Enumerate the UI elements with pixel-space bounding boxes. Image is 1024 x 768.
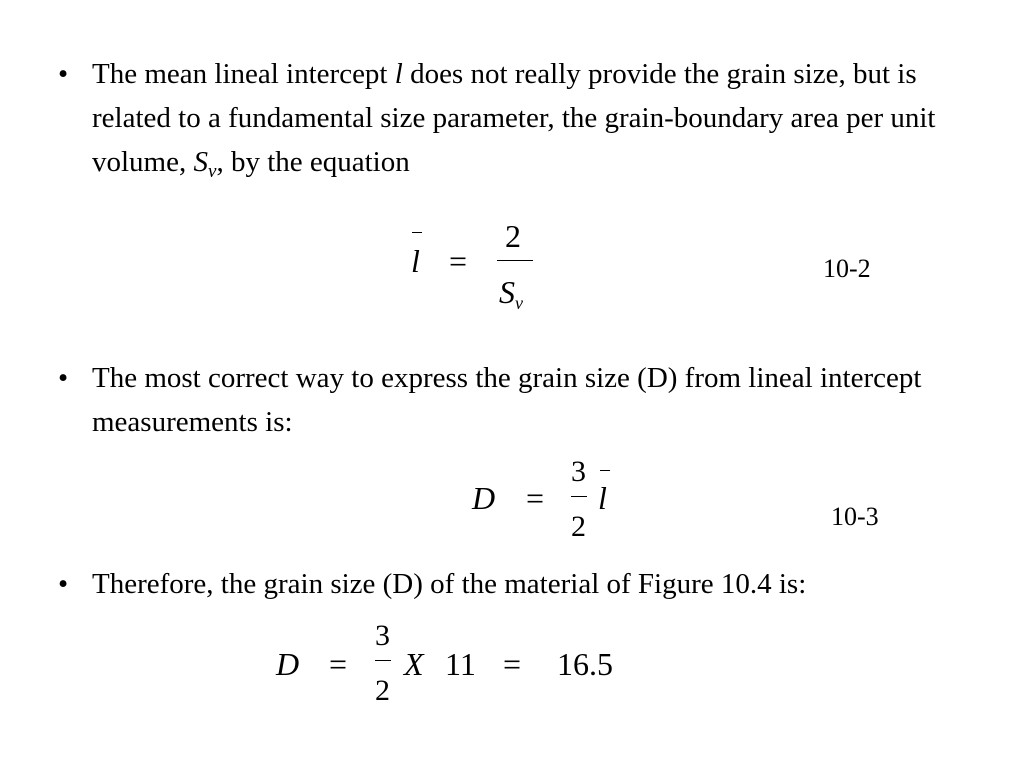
bullet-1-part-2: does not really provide the grain size, but is related to a fundamental size parameter, the grain-boundary area per unit volume, bbox=[92, 58, 936, 178]
eq1-numerator: 2 bbox=[505, 218, 521, 254]
bullet-text-1 bbox=[92, 52, 992, 194]
bullet-text-2: The most correct way to express the grain size (D) from lineal intercept measurements is: bbox=[92, 362, 922, 438]
bullet-1-var-l: l bbox=[394, 58, 403, 90]
eq1-fraction-line bbox=[497, 260, 533, 261]
eq2-numerator: 3 bbox=[571, 455, 586, 488]
eq1-equals: = bbox=[449, 243, 468, 279]
bullet-1-var-s-sub: v bbox=[208, 161, 217, 182]
eq2-equals: = bbox=[526, 480, 545, 516]
eq3-times: X bbox=[404, 646, 424, 682]
equation-number-10-2: 10-2 bbox=[823, 254, 871, 283]
eq3-value: 11 bbox=[445, 646, 476, 682]
eq1-lhs: l bbox=[411, 243, 420, 279]
equation-number-10-3: 10-3 bbox=[831, 502, 879, 531]
eq2-fraction-line bbox=[571, 496, 587, 497]
eq2-var: l bbox=[598, 480, 607, 516]
eq2-mean-bar bbox=[600, 470, 610, 471]
eq3-lhs: D bbox=[276, 646, 300, 682]
bullet-marker-1: • bbox=[58, 58, 69, 90]
bullet-1-part-1: The mean lineal intercept bbox=[92, 58, 395, 90]
eq3-result: 16.5 bbox=[557, 646, 613, 682]
bullet-marker-2: • bbox=[58, 362, 69, 394]
bullet-1-var-s: S bbox=[193, 146, 208, 178]
bullet-text-3: Therefore, the grain size (D) of the material of Figure 10.4 is: bbox=[92, 568, 807, 600]
eq3-denominator: 2 bbox=[375, 674, 390, 707]
mean-bar bbox=[412, 232, 422, 233]
bullet-marker-3: • bbox=[58, 568, 69, 600]
eq2-lhs: D bbox=[472, 480, 496, 516]
eq3-fraction-line bbox=[375, 660, 391, 661]
eq3-numerator: 3 bbox=[375, 619, 390, 652]
eq3-equals-1: = bbox=[329, 646, 348, 682]
eq2-denominator: 2 bbox=[571, 510, 586, 543]
bullet-1-part-3: , by the equation bbox=[216, 146, 410, 178]
eq3-equals-2: = bbox=[503, 646, 522, 682]
eq1-denominator: $S_v$ bbox=[499, 274, 523, 313]
